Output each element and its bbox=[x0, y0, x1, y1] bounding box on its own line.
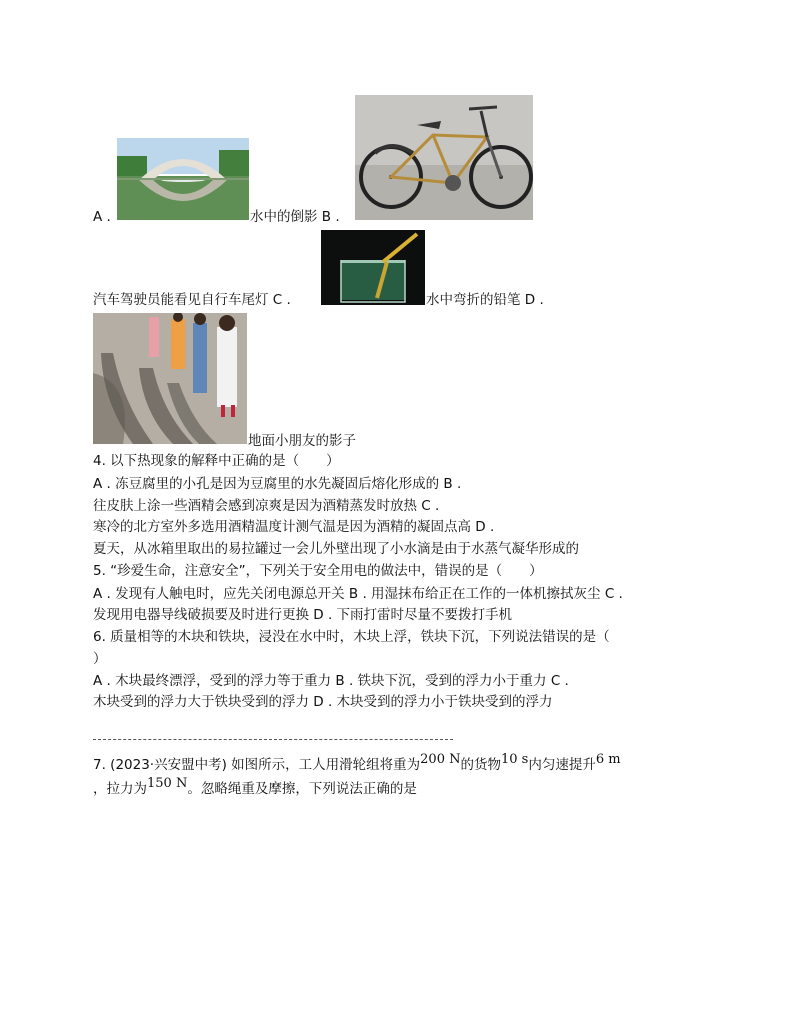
q6-options-line1: A . 木块最终漂浮，受到的浮力等于重力 B . 铁块下沉，受到的浮力小于重力 C . bbox=[93, 673, 569, 689]
q7-text-3: 内匀速提升 bbox=[528, 757, 596, 773]
bridge-caption: 水中的倒影 B . bbox=[250, 209, 340, 225]
section-divider bbox=[93, 739, 453, 740]
bridge-reflection-image bbox=[117, 138, 249, 220]
q7-line2 bbox=[93, 776, 417, 799]
q7-weight-value: 200 N bbox=[420, 752, 461, 767]
q4-option-c: 寒冷的北方室外多选用酒精温度计测气温是因为酒精的凝固点高 D . bbox=[93, 519, 495, 535]
q5-stem: 5. “珍爱生命，注意安全”，下列关于安全用电的做法中，错误的是（ ） bbox=[93, 563, 543, 579]
q4-option-b: 往皮肤上涂一些酒精会感到凉爽是因为酒精蒸发时放热 C . bbox=[93, 498, 440, 514]
q7-time-value: 10 s bbox=[500, 752, 529, 767]
q7-text-1: 7. (2023·兴安盟中考) 如图所示，工人用滑轮组将重为 bbox=[93, 757, 421, 773]
bent-pencil-image bbox=[321, 230, 425, 305]
car-taillight-text: 汽车驾驶员能看见自行车尾灯 C . bbox=[93, 292, 291, 308]
pencil-caption: 水中弯折的铅笔 D . bbox=[426, 292, 544, 308]
q7-text-2: 的货物 bbox=[460, 757, 501, 773]
bicycle-image bbox=[355, 95, 533, 220]
q5-options-line2: 发现用电器导线破损要及时进行更换 D . 下雨打雷时尽量不要拨打手机 bbox=[93, 607, 513, 623]
q7-height-value: 6 m bbox=[595, 752, 621, 767]
q4-stem: 4. 以下热现象的解释中正确的是（ ） bbox=[93, 453, 340, 469]
children-shadow-image bbox=[93, 313, 247, 444]
q6-stem: 6. 质量相等的木块和铁块，浸没在水中时，木块上浮，铁块下沉，下列说法错误的是（ bbox=[93, 629, 610, 645]
q4-option-d: 夏天，从冰箱里取出的易拉罐过一会儿外壁出现了小水滴是由于水蒸气凝华形成的 bbox=[93, 541, 579, 557]
q6-options-line2: 木块受到的浮力大于铁块受到的浮力 D . 木块受到的浮力小于铁块受到的浮力 bbox=[93, 694, 553, 710]
q5-options-line1: A . 发现有人触电时，应先关闭电源总开关 B . 用湿抹布给正在工作的一体机擦拭灰尘 C . bbox=[93, 586, 623, 602]
option-a-label: A . bbox=[93, 209, 111, 225]
shadow-caption: 地面小朋友的影子 bbox=[248, 433, 356, 449]
q7-force-value: 150 N bbox=[147, 776, 188, 791]
q7-line1 bbox=[93, 752, 621, 775]
q7-text-5: 。忽略绳重及摩擦，下列说法正确的是 bbox=[187, 781, 417, 797]
q7-text-4: ，拉力为 bbox=[93, 781, 147, 797]
q4-option-a: A . 冻豆腐里的小孔是因为豆腐里的水先凝固后熔化形成的 B . bbox=[93, 476, 462, 492]
q6-stem-end: ） bbox=[93, 651, 107, 667]
